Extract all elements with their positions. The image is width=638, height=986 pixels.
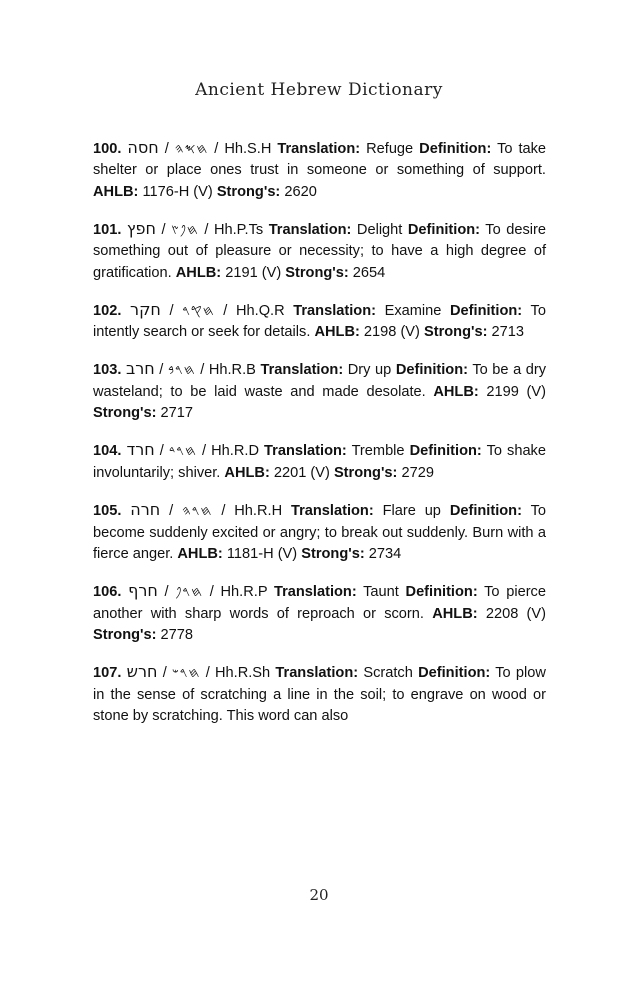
ahlb-label: AHLB: bbox=[314, 324, 360, 341]
strongs-value: 2729 bbox=[401, 464, 434, 481]
entry-number: 104. bbox=[93, 443, 122, 460]
dictionary-entry: 101. חפץ / 𐤇𐤐𐤑 / Hh.P.Ts Translation: Delight Definition: To desire something out of pleasure or necessity; to have a high degree of gratification. AHLB: 2191 (V) Strong's: 2654 bbox=[93, 218, 546, 281]
ahlb-value: 1181-H (V) bbox=[226, 546, 298, 563]
translation-value: Examine bbox=[384, 302, 442, 319]
hebrew-word: חרד bbox=[126, 440, 155, 460]
ahlb-value: 2191 (V) bbox=[225, 264, 282, 281]
transliteration: Hh.R.P bbox=[220, 584, 268, 601]
ancient-hebrew-script: 𐤇𐤓𐤄 bbox=[182, 504, 213, 520]
running-header: Ancient Hebrew Dictionary bbox=[195, 80, 443, 100]
definition-text: To be a dry wasteland; to be laid waste and made desolate. bbox=[93, 362, 547, 400]
translation-label: Translation: bbox=[268, 221, 352, 238]
hebrew-word: חפץ bbox=[126, 218, 156, 238]
translation-label: Translation: bbox=[260, 362, 344, 379]
definition-text: To shake involuntarily; shiver. bbox=[93, 443, 546, 481]
definition-text: To plow in the sense of scratching a line in the soil; to engrave on wood or stone by scratching. This word can also bbox=[93, 665, 546, 725]
ancient-hebrew-script: 𐤇𐤐𐤑 bbox=[171, 222, 199, 238]
translation-label: Translation: bbox=[275, 665, 359, 682]
ancient-hebrew-script: 𐤇𐤎𐤄 bbox=[174, 141, 209, 157]
strongs-label: Strong's: bbox=[93, 627, 157, 644]
translation-label: Translation: bbox=[293, 302, 376, 319]
ahlb-label: AHLB: bbox=[93, 183, 139, 200]
strongs-value: 2717 bbox=[160, 405, 193, 422]
strongs-value: 2713 bbox=[491, 324, 524, 341]
dictionary-entry: 107. חרש / 𐤇𐤓𐤔 / Hh.R.Sh Translation: Scratch Definition: To plow in the sense of scratching a line in the soil; to engrave on wood or stone by scratching. This word can also bbox=[93, 662, 546, 725]
transliteration: Hh.P.Ts bbox=[213, 221, 264, 238]
definition-text: To become suddenly excited or angry; to break out suddenly. Burn with a fierce anger. bbox=[93, 503, 546, 563]
definition-label: Definition: bbox=[407, 221, 481, 238]
hebrew-word: חסה bbox=[127, 137, 159, 157]
definition-label: Definition: bbox=[409, 443, 482, 460]
ancient-hebrew-script: 𐤇𐤓𐤐 bbox=[175, 585, 204, 601]
definition-label: Definition: bbox=[418, 665, 491, 682]
transliteration: Hh.S.H bbox=[224, 140, 272, 157]
entry-number: 101. bbox=[93, 221, 122, 238]
definition-label: Definition: bbox=[450, 302, 523, 319]
translation-value: Delight bbox=[356, 221, 403, 238]
ancient-hebrew-script: 𐤇𐤓𐤁 bbox=[167, 363, 196, 379]
translation-label: Translation: bbox=[290, 503, 374, 520]
entry-number: 102. bbox=[93, 302, 122, 319]
ancient-hebrew-script: 𐤇𐤓𐤔 bbox=[172, 666, 201, 682]
hebrew-word: חרה bbox=[130, 500, 161, 520]
translation-value: Scratch bbox=[363, 665, 413, 682]
ahlb-label: AHLB: bbox=[433, 383, 479, 400]
definition-text: To desire something out of pleasure or necessity; to have a high degree of gratification. bbox=[93, 221, 546, 281]
definition-text: To take shelter or place ones trust in someone or something of support. bbox=[93, 140, 547, 179]
strongs-value: 2778 bbox=[160, 627, 193, 644]
hebrew-word: חקר bbox=[130, 299, 161, 319]
dictionary-entries bbox=[93, 122, 546, 740]
strongs-label: Strong's: bbox=[285, 264, 349, 281]
strongs-label: Strong's: bbox=[333, 464, 398, 481]
transliteration: Hh.R.H bbox=[234, 503, 283, 520]
translation-label: Translation: bbox=[277, 140, 361, 157]
strongs-value: 2654 bbox=[352, 264, 386, 281]
strongs-value: 2734 bbox=[368, 546, 402, 563]
dictionary-entry: 104. חרד / 𐤇𐤓𐤃 / Hh.R.D Translation: Tremble Definition: To shake involuntarily; shiver. AHLB: 2201 (V) Strong's: 2729 bbox=[93, 440, 546, 481]
strongs-label: Strong's: bbox=[301, 546, 365, 563]
strongs-label: Strong's: bbox=[216, 183, 281, 200]
translation-value: Tremble bbox=[351, 443, 405, 460]
entry-number: 105. bbox=[93, 503, 122, 520]
entry-number: 103. bbox=[93, 362, 122, 379]
definition-label: Definition: bbox=[405, 584, 478, 601]
transliteration: Hh.R.B bbox=[208, 362, 256, 379]
ahlb-value: 2198 (V) bbox=[363, 324, 420, 341]
dictionary-entry: 102. חקר / 𐤇𐤒𐤓 / Hh.Q.R Translation: Examine Definition: To intently search or seek for details. AHLB: 2198 (V) Strong's: 2713 bbox=[93, 299, 546, 341]
definition-label: Definition: bbox=[395, 362, 468, 379]
ahlb-label: AHLB: bbox=[175, 264, 222, 281]
ahlb-value: 2208 (V) bbox=[485, 605, 546, 622]
dictionary-entry: 100. חסה / 𐤇𐤎𐤄 / Hh.S.H Translation: Refuge Definition: To take shelter or place ones trust in someone or something of support. AHLB: 1176-H (V) Strong's: 2620 bbox=[93, 137, 547, 200]
ahlb-label: AHLB: bbox=[432, 605, 478, 622]
definition-label: Definition: bbox=[419, 140, 492, 157]
translation-label: Translation: bbox=[264, 443, 347, 460]
hebrew-word: חרש bbox=[126, 662, 158, 682]
ahlb-label: AHLB: bbox=[224, 464, 270, 481]
translation-value: Dry up bbox=[347, 362, 392, 379]
definition-text: To intently search or seek for details. bbox=[93, 302, 546, 341]
translation-value: Refuge bbox=[366, 140, 414, 157]
dictionary-entry: 103. חרב / 𐤇𐤓𐤁 / Hh.R.B Translation: Dry up Definition: To be a dry wasteland; to be laid waste and made desolate. AHLB: 2199 (V) Strong's: 2717 bbox=[93, 359, 547, 422]
dictionary-entry: 106. חרף / 𐤇𐤓𐤐 / Hh.R.P Translation: Taunt Definition: To pierce another with sharp words of reproach or scorn. AHLB: 2208 (V) Strong's: 2778 bbox=[93, 581, 546, 644]
definition-label: Definition: bbox=[449, 503, 522, 520]
transliteration: Hh.R.Sh bbox=[215, 665, 271, 682]
translation-value: Flare up bbox=[382, 503, 441, 520]
strongs-label: Strong's: bbox=[93, 405, 157, 422]
entry-number: 106. bbox=[93, 584, 122, 601]
ancient-hebrew-script: 𐤇𐤒𐤓 bbox=[182, 303, 215, 319]
hebrew-word: חרב bbox=[125, 359, 155, 379]
strongs-value: 2620 bbox=[284, 183, 317, 200]
page-number: 20 bbox=[309, 886, 329, 904]
ahlb-label: AHLB: bbox=[177, 546, 223, 563]
dictionary-entry: 105. חרה / 𐤇𐤓𐤄 / Hh.R.H Translation: Flare up Definition: To become suddenly excited or angry; to break out suddenly. Burn with a fierce anger. AHLB: 1181-H (V) Strong's: 2734 bbox=[93, 500, 546, 563]
entry-number: 107. bbox=[93, 665, 122, 682]
hebrew-word: חרף bbox=[128, 581, 158, 601]
strongs-label: Strong's: bbox=[423, 324, 488, 341]
ahlb-value: 2201 (V) bbox=[273, 464, 330, 481]
transliteration: Hh.R.D bbox=[211, 443, 259, 460]
definition-text: To pierce another with sharp words of reproach or scorn. bbox=[93, 584, 546, 622]
ahlb-value: 1176-H (V) bbox=[142, 183, 213, 200]
translation-value: Taunt bbox=[363, 584, 399, 601]
translation-label: Translation: bbox=[273, 584, 357, 601]
transliteration: Hh.Q.R bbox=[235, 302, 285, 319]
entry-number: 100. bbox=[93, 140, 122, 157]
ancient-hebrew-script: 𐤇𐤓𐤃 bbox=[168, 444, 197, 460]
ahlb-value: 2199 (V) bbox=[486, 383, 546, 400]
